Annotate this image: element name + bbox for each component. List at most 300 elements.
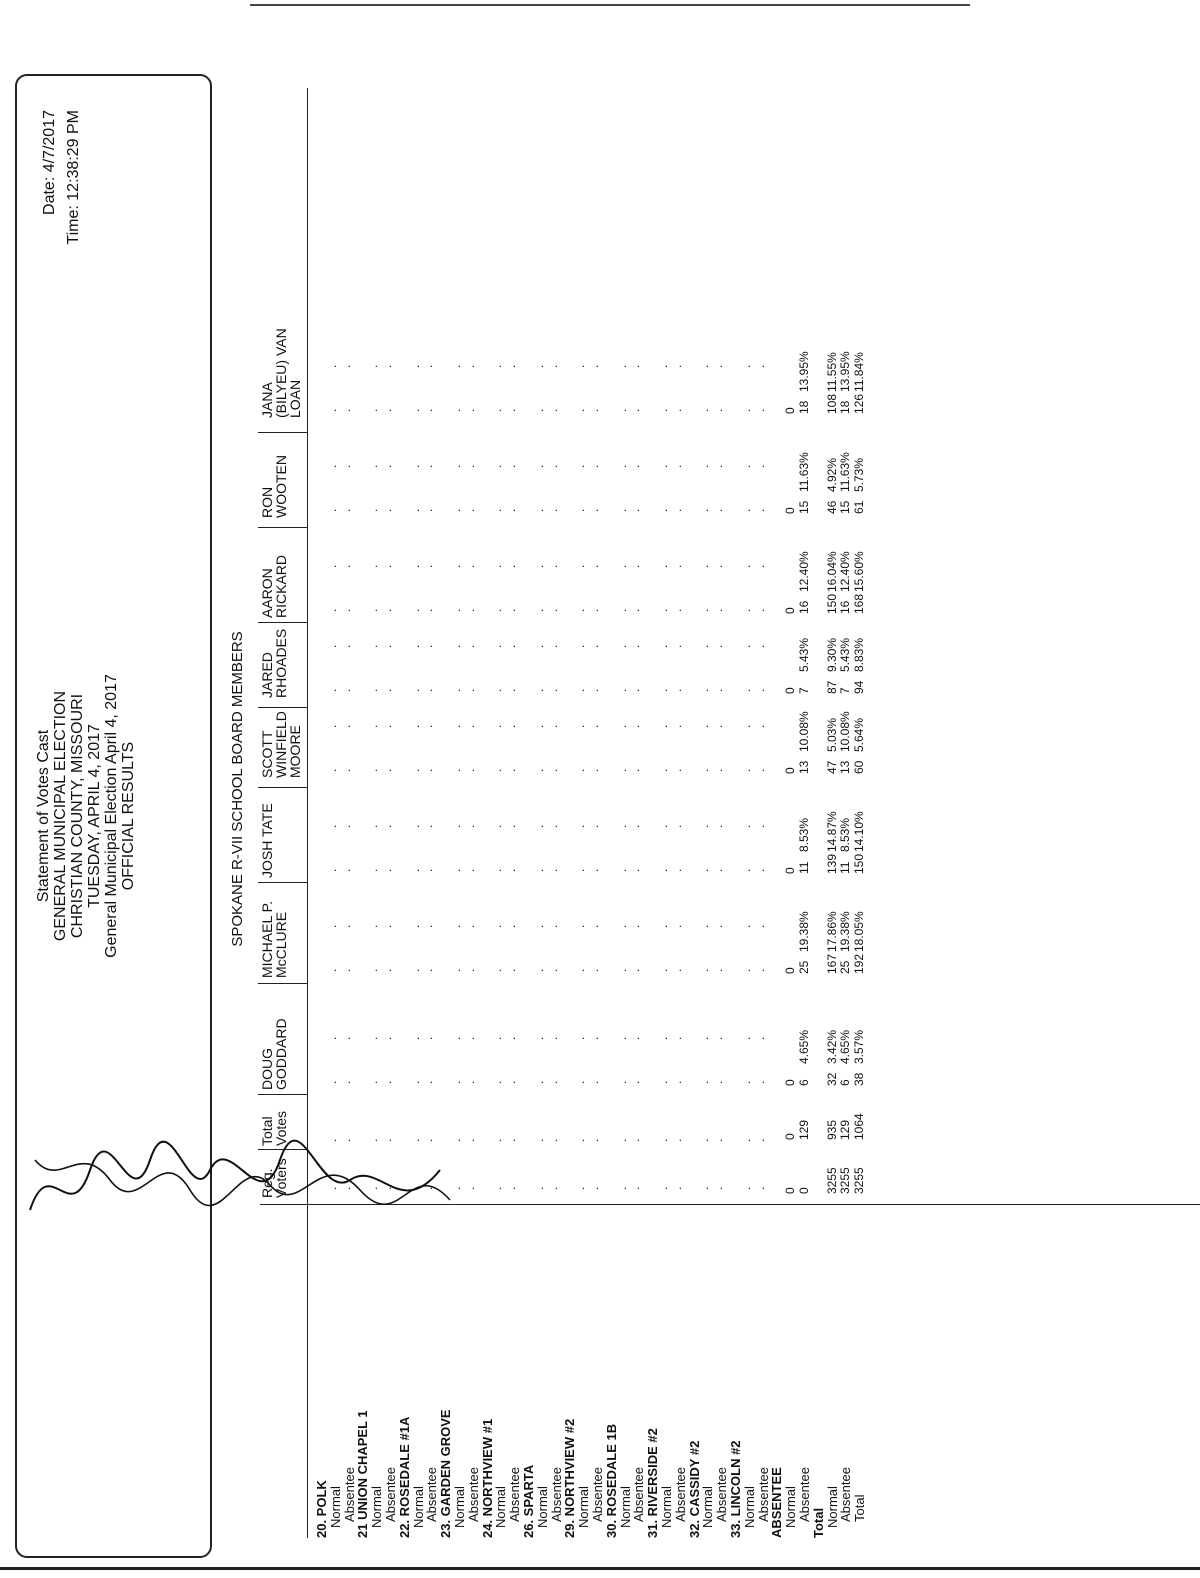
empty-cell-dot: . <box>504 1080 519 1084</box>
candidate-votes: 0 <box>783 767 798 774</box>
empty-cell-dot: . <box>380 508 394 512</box>
empty-cell-dot: . <box>697 564 712 568</box>
empty-cell-dot: . <box>697 508 712 512</box>
empty-cell-dot: . <box>531 924 546 928</box>
empty-cell-dot: . <box>628 1138 643 1142</box>
empty-cell-dot: . <box>711 868 726 872</box>
empty-cell-dot: . <box>752 1138 767 1142</box>
empty-cell-dot: . <box>338 768 353 772</box>
empty-cell-dot: . <box>449 768 463 772</box>
empty-cell-dot: . <box>697 1080 712 1084</box>
candidate-votes: 0 <box>783 867 798 874</box>
empty-cell-dot: . <box>697 968 712 972</box>
empty-cell-dot: . <box>656 564 670 568</box>
empty-cell-dot: . <box>421 868 436 872</box>
column-header-candidate <box>260 901 288 978</box>
empty-cell-dot: . <box>656 768 670 772</box>
empty-cell-dot: . <box>738 408 753 412</box>
candidate-votes: 167 <box>824 953 839 974</box>
header-text: JARED <box>259 652 275 698</box>
empty-cell-dot: . <box>338 824 353 828</box>
empty-cell-dot: . <box>449 724 463 728</box>
empty-cell-dot: . <box>545 1138 560 1142</box>
empty-cell-dot: . <box>449 824 463 828</box>
candidate-votes: 15 <box>838 500 853 514</box>
row-label: 22. ROSEDALE #1A <box>396 1416 412 1538</box>
candidate-votes: 61 <box>852 500 867 514</box>
empty-cell-dot: . <box>711 564 726 568</box>
candidate-percent: 14.87% <box>824 811 839 852</box>
empty-cell-dot: . <box>490 1036 505 1040</box>
row-label: 21 UNION CHAPEL 1 <box>355 1410 371 1538</box>
empty-cell-dot: . <box>504 824 519 828</box>
candidate-percent: 17.86% <box>824 911 839 952</box>
empty-cell-dot: . <box>587 924 601 928</box>
empty-cell-dot: . <box>366 364 381 368</box>
empty-cell-dot: . <box>573 1186 588 1190</box>
empty-cell-dot: . <box>628 868 643 872</box>
candidate-votes: 168 <box>852 593 867 614</box>
empty-cell-dot: . <box>338 644 353 648</box>
empty-cell-dot: . <box>614 924 629 928</box>
empty-cell-dot: . <box>738 1138 753 1142</box>
empty-cell-dot: . <box>324 1036 339 1040</box>
empty-cell-dot: . <box>711 464 726 468</box>
candidate-votes: 46 <box>824 500 839 514</box>
empty-cell-dot: . <box>669 508 684 512</box>
empty-cell-dot: . <box>324 508 339 512</box>
empty-cell-dot: . <box>338 508 353 512</box>
header-text: GODDARD <box>273 1018 289 1090</box>
empty-cell-dot: . <box>669 924 684 928</box>
empty-cell-dot: . <box>407 608 422 612</box>
empty-cell-dot: . <box>531 644 546 648</box>
candidate-votes: 13 <box>838 760 853 774</box>
empty-cell-dot: . <box>504 868 519 872</box>
row-label: Normal <box>452 1486 467 1528</box>
empty-cell-dot: . <box>656 724 670 728</box>
header-text: MOORE <box>287 725 303 778</box>
empty-cell-dot: . <box>697 824 712 828</box>
empty-cell-dot: . <box>366 608 381 612</box>
empty-cell-dot: . <box>407 408 422 412</box>
empty-cell-dot: . <box>628 724 643 728</box>
header-text: DOUG <box>259 1048 275 1090</box>
candidate-votes: 60 <box>852 760 867 774</box>
candidate-percent: 5.43% <box>797 637 811 672</box>
empty-cell-dot: . <box>587 608 601 612</box>
empty-cell-dot: . <box>490 364 505 368</box>
candidate-percent: 12.40% <box>838 551 853 592</box>
empty-cell-dot: . <box>738 464 753 468</box>
column-header-candidate <box>260 555 288 618</box>
empty-cell-dot: . <box>462 724 477 728</box>
empty-cell-dot: . <box>656 364 670 368</box>
empty-cell-dot: . <box>366 1080 381 1084</box>
empty-cell-dot: . <box>545 1186 560 1190</box>
candidate-percent: 8.53% <box>797 817 811 852</box>
empty-cell-dot: . <box>462 508 477 512</box>
row-label: Absentee <box>631 1467 647 1522</box>
empty-cell-dot: . <box>380 1138 394 1142</box>
empty-cell-dot: . <box>324 1138 339 1142</box>
header-line: CHRISTIAN COUNTY, MISSOURI <box>69 693 86 939</box>
empty-cell-dot: . <box>669 768 684 772</box>
candidate-votes: 16 <box>797 600 811 614</box>
empty-cell-dot: . <box>324 408 339 412</box>
empty-cell-dot: . <box>573 608 588 612</box>
empty-cell-dot: . <box>504 1186 519 1190</box>
empty-cell-dot: . <box>545 824 560 828</box>
empty-cell-dot: . <box>366 644 381 648</box>
candidate-votes: 18 <box>797 400 811 414</box>
row-label: 33. LINCOLN #2 <box>728 1440 743 1538</box>
header-text: Reg. <box>259 1168 275 1198</box>
candidate-percent: 5.64% <box>852 717 867 752</box>
empty-cell-dot: . <box>545 508 560 512</box>
report-date: Date: 4/7/2017 <box>41 110 58 215</box>
row-label: 24. NORTHVIEW #1 <box>479 1418 495 1538</box>
candidate-votes: 32 <box>824 1072 839 1086</box>
empty-cell-dot: . <box>656 644 670 648</box>
empty-cell-dot: . <box>449 644 463 648</box>
empty-cell-dot: . <box>407 688 422 692</box>
empty-cell-dot: . <box>587 364 601 368</box>
empty-cell-dot: . <box>711 508 726 512</box>
empty-cell-dot: . <box>752 768 767 772</box>
empty-cell-dot: . <box>421 508 436 512</box>
empty-cell-dot: . <box>587 724 601 728</box>
column-separator <box>258 983 308 984</box>
empty-cell-dot: . <box>669 824 684 828</box>
empty-cell-dot: . <box>324 968 339 972</box>
empty-cell-dot: . <box>421 644 436 648</box>
candidate-percent: 13.95% <box>797 351 811 392</box>
empty-cell-dot: . <box>490 868 505 872</box>
empty-cell-dot: . <box>711 1080 726 1084</box>
empty-cell-dot: . <box>752 824 767 828</box>
empty-cell-dot: . <box>504 508 519 512</box>
empty-cell-dot: . <box>449 688 463 692</box>
empty-cell-dot: . <box>449 1138 463 1142</box>
empty-cell-dot: . <box>614 464 629 468</box>
empty-cell-dot: . <box>656 1080 670 1084</box>
empty-cell-dot: . <box>531 868 546 872</box>
empty-cell-dot: . <box>380 608 394 612</box>
empty-cell-dot: . <box>587 464 601 468</box>
candidate-votes: 7 <box>838 687 853 694</box>
column-header-candidate <box>260 711 302 778</box>
header-text: AARON <box>259 568 275 618</box>
empty-cell-dot: . <box>711 608 726 612</box>
empty-cell-dot: . <box>407 768 422 772</box>
empty-cell-dot: . <box>421 688 436 692</box>
summary-label: Normal <box>783 1486 799 1528</box>
empty-cell-dot: . <box>504 688 519 692</box>
empty-cell-dot: . <box>531 824 546 828</box>
empty-cell-dot: . <box>380 1036 394 1040</box>
empty-cell-dot: . <box>697 768 712 772</box>
empty-cell-dot: . <box>490 824 505 828</box>
empty-cell-dot: . <box>545 364 560 368</box>
empty-cell-dot: . <box>366 408 381 412</box>
empty-cell-dot: . <box>531 408 546 412</box>
empty-cell-dot: . <box>669 1080 684 1084</box>
empty-cell-dot: . <box>421 824 436 828</box>
empty-cell-dot: . <box>462 1080 477 1084</box>
row-label: 29. NORTHVIEW #2 <box>562 1418 578 1538</box>
empty-cell-dot: . <box>490 644 505 648</box>
candidate-percent: 10.08% <box>797 711 811 752</box>
empty-cell-dot: . <box>324 608 339 612</box>
empty-cell-dot: . <box>421 408 436 412</box>
empty-cell-dot: . <box>573 364 588 368</box>
empty-cell-dot: . <box>738 688 753 692</box>
empty-cell-dot: . <box>490 1080 505 1084</box>
empty-cell-dot: . <box>545 1080 560 1084</box>
empty-cell-dot: . <box>752 688 767 692</box>
column-header-candidate <box>260 1018 288 1090</box>
empty-cell-dot: . <box>462 1036 477 1040</box>
empty-cell-dot: . <box>614 688 629 692</box>
candidate-votes: 47 <box>824 760 839 774</box>
header-line: Statement of Votes Cast <box>35 729 52 903</box>
empty-cell-dot: . <box>504 768 519 772</box>
empty-cell-dot: . <box>614 868 629 872</box>
row-label: Absentee <box>383 1467 398 1522</box>
empty-cell-dot: . <box>338 1080 353 1084</box>
empty-cell-dot: . <box>656 508 670 512</box>
empty-cell-dot: . <box>738 364 753 368</box>
empty-cell-dot: . <box>587 1036 601 1040</box>
empty-cell-dot: . <box>573 508 588 512</box>
total-votes-value: 129 <box>797 1119 811 1140</box>
row-label: Normal <box>410 1486 426 1528</box>
summary-label: Total <box>810 1507 826 1538</box>
header-text: Votes <box>273 1110 289 1146</box>
empty-cell-dot: . <box>752 1080 767 1084</box>
candidate-votes: 13 <box>797 760 811 774</box>
empty-cell-dot: . <box>366 768 381 772</box>
header-text: MICHAEL P. <box>259 900 275 978</box>
empty-cell-dot: . <box>380 868 394 872</box>
empty-cell-dot: . <box>449 1186 463 1190</box>
empty-cell-dot: . <box>669 564 684 568</box>
empty-cell-dot: . <box>697 868 712 872</box>
report-time: Time: 12:38:29 PM <box>65 110 82 245</box>
empty-cell-dot: . <box>573 1036 588 1040</box>
candidate-votes: 11 <box>797 861 811 874</box>
candidate-votes: 6 <box>838 1079 853 1086</box>
empty-cell-dot: . <box>752 608 767 612</box>
column-separator <box>258 707 308 708</box>
empty-cell-dot: . <box>504 924 519 928</box>
empty-cell-dot: . <box>490 968 505 972</box>
empty-cell-dot: . <box>407 1080 422 1084</box>
empty-cell-dot: . <box>738 924 753 928</box>
header-text: Total <box>259 1116 275 1146</box>
row-label: Absentee <box>465 1467 481 1522</box>
empty-cell-dot: . <box>752 1036 767 1040</box>
empty-cell-dot: . <box>587 824 601 828</box>
empty-cell-dot: . <box>697 1186 712 1190</box>
empty-cell-dot: . <box>545 768 560 772</box>
empty-cell-dot: . <box>449 608 463 612</box>
empty-cell-dot: . <box>462 608 477 612</box>
candidate-percent: 9.30% <box>824 637 839 672</box>
empty-cell-dot: . <box>669 1138 684 1142</box>
empty-cell-dot: . <box>421 564 436 568</box>
empty-cell-dot: . <box>462 688 477 692</box>
reg-voters-value: 3255 <box>824 1167 839 1194</box>
empty-cell-dot: . <box>531 464 546 468</box>
empty-cell-dot: . <box>449 508 463 512</box>
empty-cell-dot: . <box>421 608 436 612</box>
empty-cell-dot: . <box>587 868 601 872</box>
empty-cell-dot: . <box>490 688 505 692</box>
candidate-votes: 7 <box>797 687 811 694</box>
empty-cell-dot: . <box>380 464 394 468</box>
empty-cell-dot: . <box>531 768 546 772</box>
empty-cell-dot: . <box>324 644 339 648</box>
empty-cell-dot: . <box>669 724 684 728</box>
empty-cell-dot: . <box>504 1036 519 1040</box>
empty-cell-dot: . <box>531 1138 546 1142</box>
total-votes-value: 935 <box>824 1119 839 1140</box>
header-text: RON <box>259 486 275 518</box>
candidate-percent: 18.05% <box>852 911 867 952</box>
empty-cell-dot: . <box>738 724 753 728</box>
empty-cell-dot: . <box>462 924 477 928</box>
reg-voters-value: 0 <box>797 1187 811 1194</box>
empty-cell-dot: . <box>656 868 670 872</box>
empty-cell-dot: . <box>545 1036 560 1040</box>
total-votes-value: 0 <box>783 1133 798 1140</box>
empty-cell-dot: . <box>462 644 477 648</box>
reg-voters-value: 0 <box>783 1187 798 1194</box>
empty-cell-dot: . <box>697 644 712 648</box>
empty-cell-dot: . <box>573 924 588 928</box>
empty-cell-dot: . <box>614 1186 629 1190</box>
empty-cell-dot: . <box>407 868 422 872</box>
empty-cell-dot: . <box>338 1138 353 1142</box>
empty-cell-dot: . <box>324 564 339 568</box>
empty-cell-dot: . <box>407 968 422 972</box>
empty-cell-dot: . <box>338 408 353 412</box>
empty-cell-dot: . <box>628 688 643 692</box>
candidate-votes: 126 <box>852 393 867 414</box>
row-label: 23. GARDEN GROVE <box>438 1409 454 1538</box>
empty-cell-dot: . <box>545 868 560 872</box>
empty-cell-dot: . <box>628 1186 643 1190</box>
empty-cell-dot: . <box>490 724 505 728</box>
empty-cell-dot: . <box>366 724 381 728</box>
empty-cell-dot: . <box>573 968 588 972</box>
empty-cell-dot: . <box>462 1186 477 1190</box>
row-label: Normal <box>369 1486 385 1528</box>
empty-cell-dot: . <box>407 824 422 828</box>
empty-cell-dot: . <box>407 508 422 512</box>
empty-cell-dot: . <box>504 644 519 648</box>
empty-cell-dot: . <box>324 824 339 828</box>
candidate-votes: 0 <box>783 1079 798 1086</box>
empty-cell-dot: . <box>711 768 726 772</box>
header-text: (BILYEU) VAN <box>273 328 289 418</box>
empty-cell-dot: . <box>366 1138 381 1142</box>
candidate-percent: 3.42% <box>824 1029 839 1064</box>
empty-cell-dot: . <box>752 1186 767 1190</box>
empty-cell-dot: . <box>628 508 643 512</box>
summary-label: Total <box>852 1494 868 1522</box>
candidate-votes: 94 <box>852 680 867 694</box>
candidate-percent: 4.65% <box>797 1029 811 1064</box>
candidate-votes: 192 <box>852 953 867 974</box>
empty-cell-dot: . <box>738 1186 753 1190</box>
empty-cell-dot: . <box>407 564 422 568</box>
empty-cell-dot: . <box>421 924 436 928</box>
empty-cell-dot: . <box>711 1036 726 1040</box>
empty-cell-dot: . <box>628 1080 643 1084</box>
empty-cell-dot: . <box>573 868 588 872</box>
empty-cell-dot: . <box>338 564 353 568</box>
column-separator <box>258 882 308 883</box>
column-separator <box>258 622 308 623</box>
empty-cell-dot: . <box>531 688 546 692</box>
candidate-votes: 11 <box>838 861 853 874</box>
header-line: OFFICIAL RESULTS <box>120 741 137 891</box>
empty-cell-dot: . <box>669 1186 684 1190</box>
empty-cell-dot: . <box>738 564 753 568</box>
empty-cell-dot: . <box>324 868 339 872</box>
row-label: Absentee <box>672 1467 688 1522</box>
empty-cell-dot: . <box>656 1036 670 1040</box>
empty-cell-dot: . <box>531 364 546 368</box>
empty-cell-dot: . <box>490 564 505 568</box>
header-rule <box>307 88 308 1538</box>
empty-cell-dot: . <box>752 564 767 568</box>
empty-cell-dot: . <box>738 968 753 972</box>
empty-cell-dot: . <box>504 1138 519 1142</box>
empty-cell-dot: . <box>449 1036 463 1040</box>
empty-cell-dot: . <box>504 408 519 412</box>
empty-cell-dot: . <box>656 688 670 692</box>
empty-cell-dot: . <box>338 688 353 692</box>
empty-cell-dot: . <box>380 724 394 728</box>
candidate-percent: 11.63% <box>838 452 853 492</box>
empty-cell-dot: . <box>752 644 767 648</box>
empty-cell-dot: . <box>656 968 670 972</box>
empty-cell-dot: . <box>711 1186 726 1190</box>
header-text: JANA <box>259 382 275 418</box>
signatures <box>20 1130 460 1240</box>
empty-cell-dot: . <box>545 968 560 972</box>
candidate-percent: 4.92% <box>824 457 839 492</box>
empty-cell-dot: . <box>697 688 712 692</box>
empty-cell-dot: . <box>669 364 684 368</box>
candidate-percent: 11.84% <box>852 352 867 392</box>
row-label: Absentee <box>590 1467 605 1522</box>
empty-cell-dot: . <box>338 1186 353 1190</box>
empty-cell-dot: . <box>421 1080 436 1084</box>
empty-cell-dot: . <box>366 868 381 872</box>
empty-cell-dot: . <box>421 364 436 368</box>
empty-cell-dot: . <box>628 644 643 648</box>
candidate-percent: 12.40% <box>797 551 811 592</box>
empty-cell-dot: . <box>421 1036 436 1040</box>
empty-cell-dot: . <box>587 1186 601 1190</box>
header-line: General Municipal Election April 4, 2017 <box>103 674 120 958</box>
empty-cell-dot: . <box>628 768 643 772</box>
